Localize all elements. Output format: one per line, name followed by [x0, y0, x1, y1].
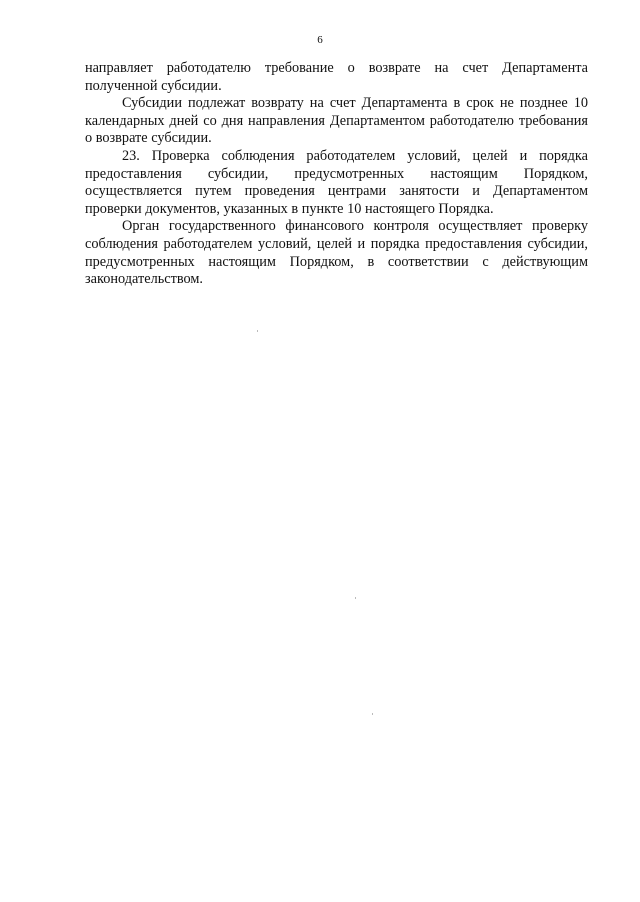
- paragraph-financial-control: Орган государственного финансового контроля осуществляет проверку соблюдения работодателем условий, целей и порядка предоставления субсидии, предусмотренных настоящим Порядком, в соответствии с действующим законодательством.: [85, 218, 588, 288]
- paragraph-item-23-verification: 23. Проверка соблюдения работодателем условий, целей и порядка предоставления субсидии, предусмотренных настоящим Порядком, осуществляется путем проведения центрами занятости и Департаментом проверки документов, указанных в пункте 10 настоящего Порядка.: [85, 147, 588, 217]
- document-body: [85, 60, 588, 289]
- paragraph-return-deadline: Субсидии подлежат возврату на счет Департамента в срок не позднее 10 календарных дней со дня направления Департаментом работодателю требования о возврате субсидии.: [85, 95, 588, 147]
- page-number: 6: [317, 34, 323, 46]
- paragraph-subsidy-return-demand: направляет работодателю требование о возврате на счет Департамента полученной субсидии.: [85, 60, 588, 94]
- scan-speck: [355, 597, 356, 599]
- scan-speck: [372, 713, 373, 715]
- scan-speck: [257, 330, 258, 332]
